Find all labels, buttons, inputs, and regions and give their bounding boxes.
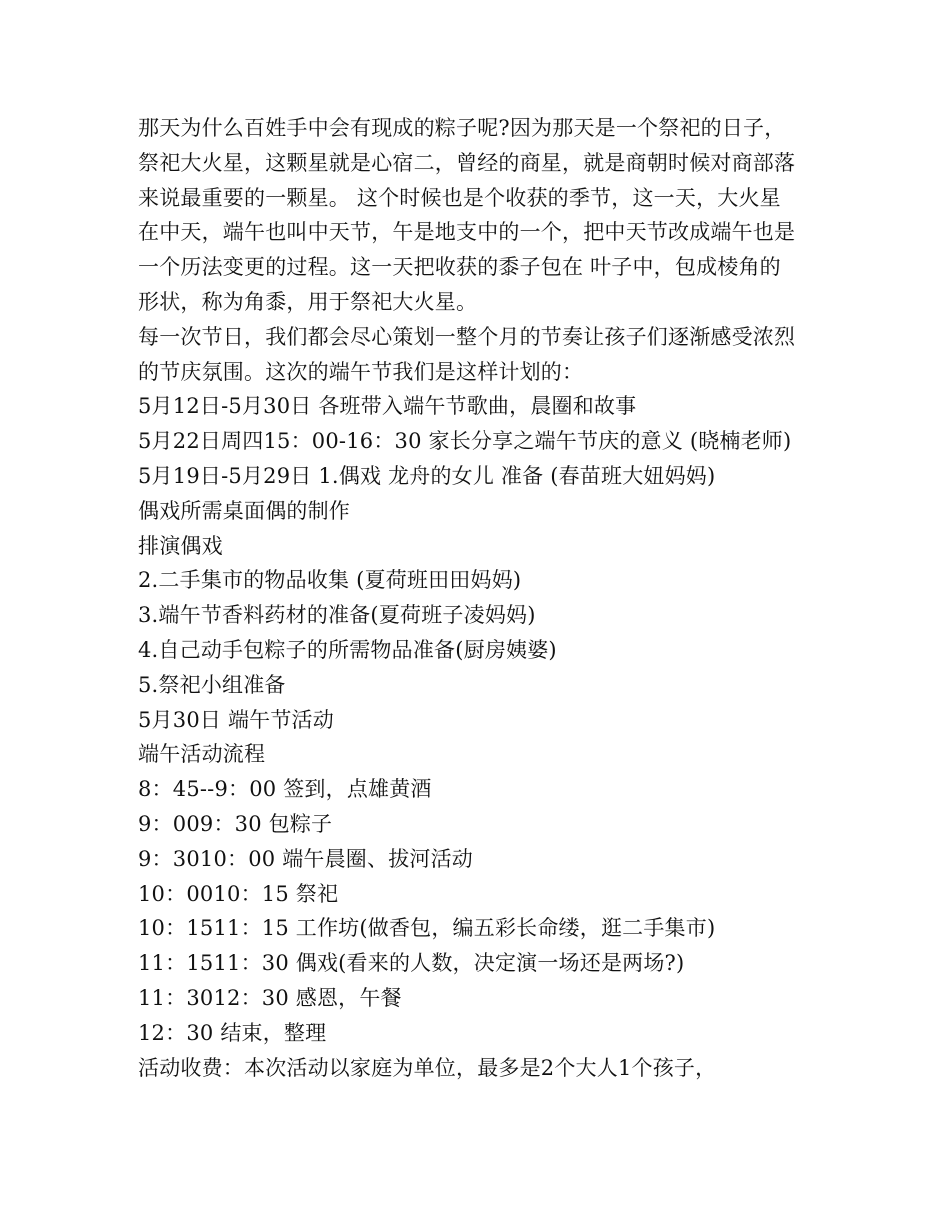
text-line-7: 每一次节日，我们都会尽心策划一整个月的节奏让孩子们逐渐感受浓烈 [138,324,796,349]
fee-line: 活动收费：本次活动以家庭为单位，最多是2个大人1个孩子， [138,1055,717,1080]
schedule-line-1: 5月12日-5月30日 各班带入端午节歌曲，晨圈和故事 [138,394,637,419]
text-line-5: 一个历法变更的过程。这一天把收获的黍子包在 叶子中，包成棱角的 [138,255,781,280]
flow-item-4: 10：0010：15 祭祀 [138,881,339,906]
task-line-4: 3.端午节香料药材的准备(夏荷班子凌妈妈) [138,603,536,628]
text-line-1: 那天为什么百姓手中会有现成的粽子呢?因为那天是一个祭祀的日子， [138,116,786,140]
task-line-3: 2.二手集市的物品收集 (夏荷班田田妈妈) [138,568,522,593]
flow-item-2: 9：009：30 包粽子 [138,811,333,836]
document-page [138,111,828,1085]
flow-heading: 端午活动流程 [138,742,266,767]
text-line-2: 祭祀大火星，这颗星就是心宿二，曾经的商星，就是商朝时候对商部落 [138,150,796,175]
text-line-8: 的节庆氛围。这次的端午节我们是这样计划的： [138,359,584,384]
text-line-3: 来说最重要的一颗星。 这个时候也是个收获的季节，这一天，大火星 [138,185,781,210]
text-line-4: 在中天，端午也叫中天节，午是地支中的一个，把中天节改成端午也是 [138,220,796,245]
flow-item-5: 10：1511：15 工作坊(做香包，编五彩长命缕，逛二手集市) [138,916,716,941]
task-line-2: 排演偶戏 [138,533,223,558]
task-line-5: 4.自己动手包粽子的所需物品准备(厨房姨婆) [138,637,557,662]
flow-item-7: 11：3012：30 感恩，午餐 [138,985,402,1010]
schedule-line-2: 5月22日周四15：00-16：30 家长分享之端午节庆的意义 (晓楠老师) [138,429,792,454]
flow-item-1: 8：45--9：00 签到，点雄黄酒 [138,777,432,802]
text-line-6: 形状，称为角黍，用于祭祀大火星。 [138,289,478,314]
task-line-1: 偶戏所需桌面偶的制作 [138,498,350,523]
task-line-6: 5.祭祀小组准备 [138,672,286,697]
event-date-line: 5月30日 端午节活动 [138,707,334,732]
schedule-line-3: 5月19日-5月29日 1.偶戏 龙舟的女儿 准备 (春苗班大妞妈妈) [138,463,716,488]
flow-item-8: 12：30 结束，整理 [138,1020,327,1045]
flow-item-6: 11：1511：30 偶戏(看来的人数，决定演一场还是两场?) [138,951,685,976]
flow-item-3: 9：3010：00 端午晨圈、拔河活动 [138,846,474,871]
